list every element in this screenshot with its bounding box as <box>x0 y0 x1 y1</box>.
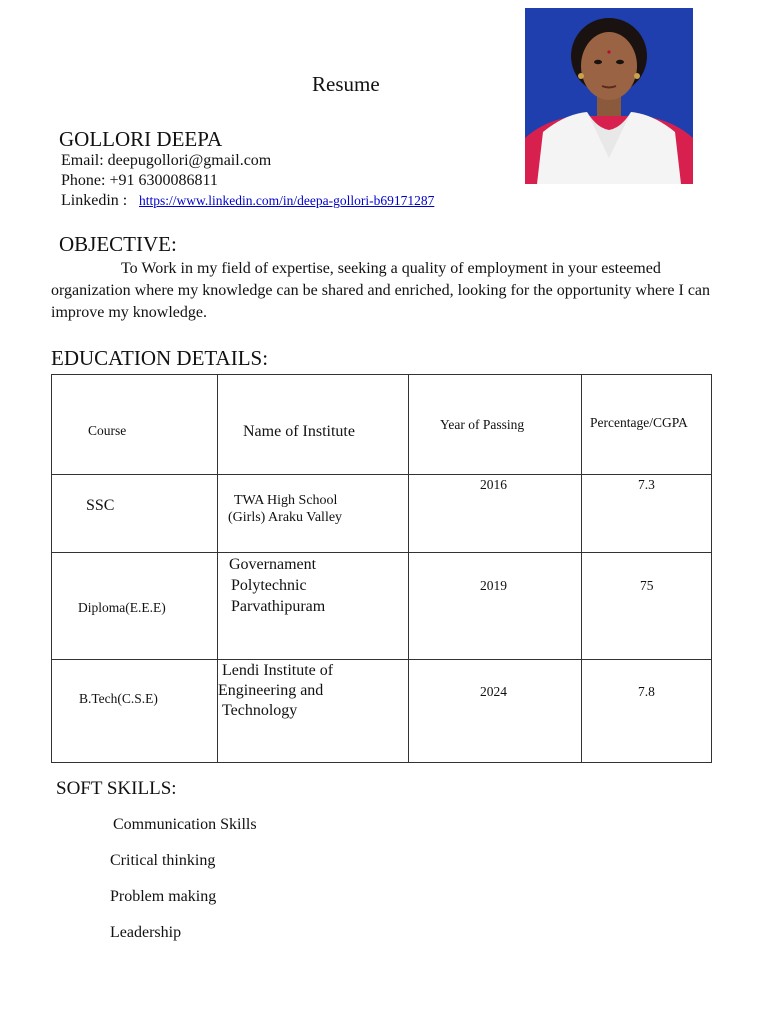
table-row <box>52 475 712 553</box>
email-line: Email: deepugollori@gmail.com <box>61 152 272 169</box>
header-cell-course <box>52 375 218 475</box>
course-value: SSC <box>86 497 115 514</box>
row-cell-score <box>582 660 712 763</box>
row-cell-score <box>582 553 712 660</box>
education-heading: EDUCATION DETAILS: <box>51 346 269 370</box>
row-cell-institute <box>218 553 409 660</box>
row-cell-course <box>52 660 218 763</box>
objective-text: To Work in my field of expertise, seeking a quality of employment in your esteemed organization where my knowledge can be shared and enriched, looking for the opportunity where I can improve my knowledge. <box>51 260 711 321</box>
education-table <box>51 374 712 763</box>
table-header-row <box>52 375 712 475</box>
header-score: Percentage/CGPA <box>590 415 688 430</box>
header-course: Course <box>88 423 127 438</box>
institute-line: Engineering and <box>218 682 324 699</box>
row-cell-course <box>52 475 218 553</box>
row-cell-year <box>409 553 582 660</box>
portrait-image <box>525 8 693 184</box>
table-row <box>52 660 712 763</box>
phone-line: Phone: +91 6300086811 <box>61 172 218 189</box>
institute-line: TWA High School <box>234 493 338 508</box>
skills-heading: SOFT SKILLS: <box>56 778 177 799</box>
skill-item: Communication Skills <box>113 816 257 833</box>
header-cell-institute <box>218 375 409 475</box>
header-cell-year <box>409 375 582 475</box>
candidate-name: GOLLORI DEEPA <box>59 127 223 151</box>
score-value: 7.3 <box>638 477 655 492</box>
institute-line: Parvathipuram <box>231 598 326 615</box>
header-cell-score <box>582 375 712 475</box>
linkedin-label: Linkedin : <box>61 192 128 209</box>
year-value: 2024 <box>480 684 507 699</box>
profile-photo <box>525 8 693 184</box>
linkedin-link[interactable]: https://www.linkedin.com/in/deepa-gollori-b69171287 <box>139 193 435 208</box>
skill-item: Problem making <box>110 888 217 905</box>
institute-line: Lendi Institute of <box>222 662 334 679</box>
document-title: Resume <box>312 72 380 96</box>
institute-value <box>218 661 333 721</box>
course-value: B.Tech(C.S.E) <box>79 691 158 706</box>
course-value: Diploma(E.E.E) <box>78 600 166 615</box>
row-cell-score <box>582 475 712 553</box>
institute-line: Polytechnic <box>231 577 307 594</box>
row-cell-course <box>52 553 218 660</box>
row-cell-institute <box>218 660 409 763</box>
row-cell-year <box>409 475 582 553</box>
skill-item: Critical thinking <box>110 852 216 869</box>
row-cell-institute <box>218 475 409 553</box>
score-value: 7.8 <box>638 684 655 699</box>
score-value: 75 <box>640 578 654 593</box>
header-year: Year of Passing <box>440 417 525 432</box>
row-cell-year <box>409 660 582 763</box>
objective-heading: OBJECTIVE: <box>59 232 177 256</box>
year-value: 2019 <box>480 578 507 593</box>
year-value: 2016 <box>480 477 507 492</box>
institute-line: Governament <box>229 556 317 573</box>
institute-line: (Girls) Araku Valley <box>228 510 343 525</box>
header-institute: Name of Institute <box>243 423 355 440</box>
institute-line: Technology <box>222 702 298 719</box>
table-row <box>52 553 712 660</box>
skill-item: Leadership <box>110 924 182 941</box>
institute-value <box>229 554 325 617</box>
institute-value <box>228 492 343 526</box>
